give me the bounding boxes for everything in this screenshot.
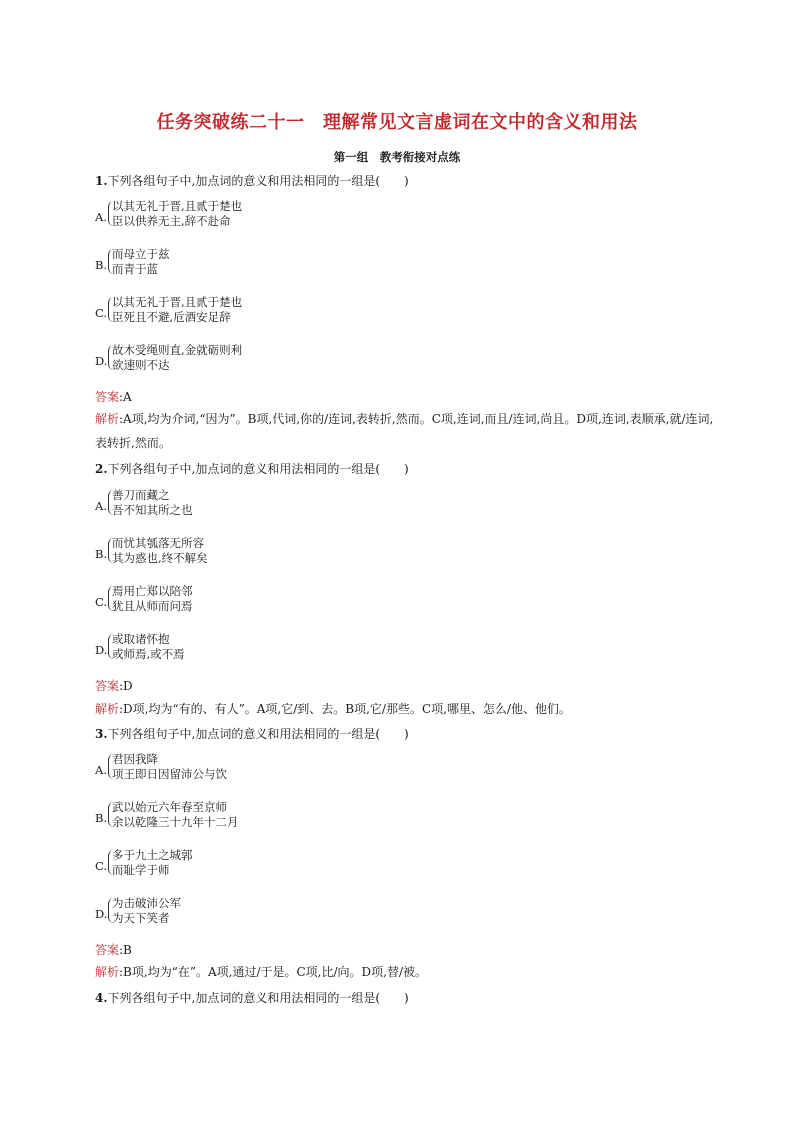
- option-line-2: 项王即日因留沛公与饮: [112, 767, 227, 781]
- option-line-2: 而耻学于师: [112, 863, 170, 877]
- option-letter: B.: [95, 547, 108, 561]
- question-1-option-d: [95, 344, 655, 378]
- section-subtitle: 第一组 教考衔接对点练: [333, 150, 461, 164]
- option-line-1: 或取诸怀抱: [112, 632, 170, 646]
- answer-value: :D: [119, 679, 133, 693]
- option-line-1: 以其无礼于晋,且贰于楚也: [112, 199, 243, 213]
- question-text: 下列各组句子中,加点词的意义和用法相同的一组是( ): [107, 174, 409, 188]
- option-letter: A.: [95, 763, 107, 777]
- option-line-1: 多于九土之城郭: [112, 848, 193, 862]
- analysis-text: :D项,均为“有的、有人”。A项,它/到、去。B项,它/那些。C项,哪里、怎么/他、他们。: [119, 702, 572, 716]
- option-line-2: 臣以供养无主,辞不赴命: [112, 214, 231, 228]
- question-3-option-b: [95, 801, 655, 835]
- option-line-2: 欲速则不达: [112, 358, 170, 372]
- question-number: 2.: [95, 462, 108, 476]
- question-number: 4.: [95, 991, 108, 1005]
- option-line-1: 焉用亡郑以陪邻: [112, 584, 193, 598]
- answer-label: 答案: [95, 943, 120, 957]
- option-letter: B.: [95, 258, 108, 272]
- analysis-label: 解析: [95, 412, 120, 426]
- answer-value: :A: [119, 390, 132, 404]
- option-line-1: 君因我降: [112, 752, 158, 766]
- question-2-option-a: [95, 489, 655, 523]
- question-4-stem: [95, 989, 409, 1006]
- option-line-1: 善刀而藏之: [112, 488, 170, 502]
- question-1-option-b: [95, 248, 655, 282]
- question-number: 3.: [95, 727, 108, 741]
- option-line-1: 为击破沛公军: [112, 896, 181, 910]
- question-3-option-c: [95, 849, 655, 883]
- option-letter: C.: [95, 859, 108, 873]
- analysis-text: :A项,均为介词,“因为”。B项,代词,你的/连词,表转折,然而。C项,连词,而且/连词,尚且。D项,连词,表顺承,就/连词,表转折,然而。: [95, 412, 714, 450]
- question-2-stem: [95, 460, 409, 477]
- analysis-label: 解析: [95, 965, 120, 979]
- question-2-option-c: [95, 585, 655, 619]
- question-3-option-d: [95, 897, 655, 931]
- option-letter: D.: [95, 354, 108, 368]
- option-letter: C.: [95, 306, 108, 320]
- option-letter: D.: [95, 643, 108, 657]
- question-1-answer: [95, 388, 132, 405]
- option-letter: A.: [95, 210, 107, 224]
- option-letter: C.: [95, 595, 108, 609]
- question-text: 下列各组句子中,加点词的意义和用法相同的一组是( ): [107, 727, 409, 741]
- option-line-2: 为天下笑者: [112, 911, 170, 925]
- analysis-label: 解析: [95, 702, 120, 716]
- answer-label: 答案: [95, 390, 120, 404]
- question-3-option-a: [95, 753, 655, 787]
- question-number: 1.: [95, 174, 108, 188]
- option-line-1: 以其无礼于晋,且贰于楚也: [112, 295, 243, 309]
- question-text: 下列各组句子中,加点词的意义和用法相同的一组是( ): [107, 991, 409, 1005]
- option-line-1: 故木受绳则直,金就砺则利: [112, 343, 243, 357]
- question-2-answer: [95, 677, 133, 694]
- option-line-2: 吾不知其所之也: [112, 503, 193, 517]
- option-line-2: 犹且从师而问焉: [112, 599, 193, 613]
- option-line-2: 而青于蓝: [112, 262, 158, 276]
- page-title: 任务突破练二十一 理解常见文言虚词在文中的含义和用法: [156, 112, 638, 133]
- question-1-stem: [95, 172, 409, 189]
- option-line-2: 臣死且不避,卮酒安足辞: [112, 310, 231, 324]
- question-text: 下列各组句子中,加点词的意义和用法相同的一组是( ): [107, 462, 409, 476]
- option-line-1: 而忧其瓠落无所容: [112, 536, 204, 550]
- option-line-2: 其为惑也,终不解矣: [112, 551, 208, 565]
- option-line-1: 而母立于兹: [112, 247, 170, 261]
- answer-label: 答案: [95, 679, 120, 693]
- option-line-2: 余以乾隆三十九年十二月: [112, 815, 239, 829]
- question-3-stem: [95, 725, 409, 742]
- option-letter: A.: [95, 499, 107, 513]
- question-2-option-d: [95, 633, 655, 667]
- option-line-2: 或师焉,或不焉: [112, 647, 185, 661]
- question-1-analysis: [95, 407, 715, 455]
- option-line-1: 武以始元六年春至京师: [112, 800, 227, 814]
- option-letter: B.: [95, 811, 108, 825]
- analysis-text: :B项,均为“在”。A项,通过/于是。C项,比/向。D项,替/被。: [119, 965, 428, 979]
- answer-value: :B: [119, 943, 132, 957]
- question-1-option-a: [95, 200, 655, 234]
- question-1-option-c: [95, 296, 655, 330]
- question-3-answer: [95, 941, 132, 958]
- question-2-analysis: [95, 697, 715, 721]
- question-3-analysis: [95, 960, 715, 984]
- question-2-option-b: [95, 537, 655, 571]
- option-letter: D.: [95, 907, 108, 921]
